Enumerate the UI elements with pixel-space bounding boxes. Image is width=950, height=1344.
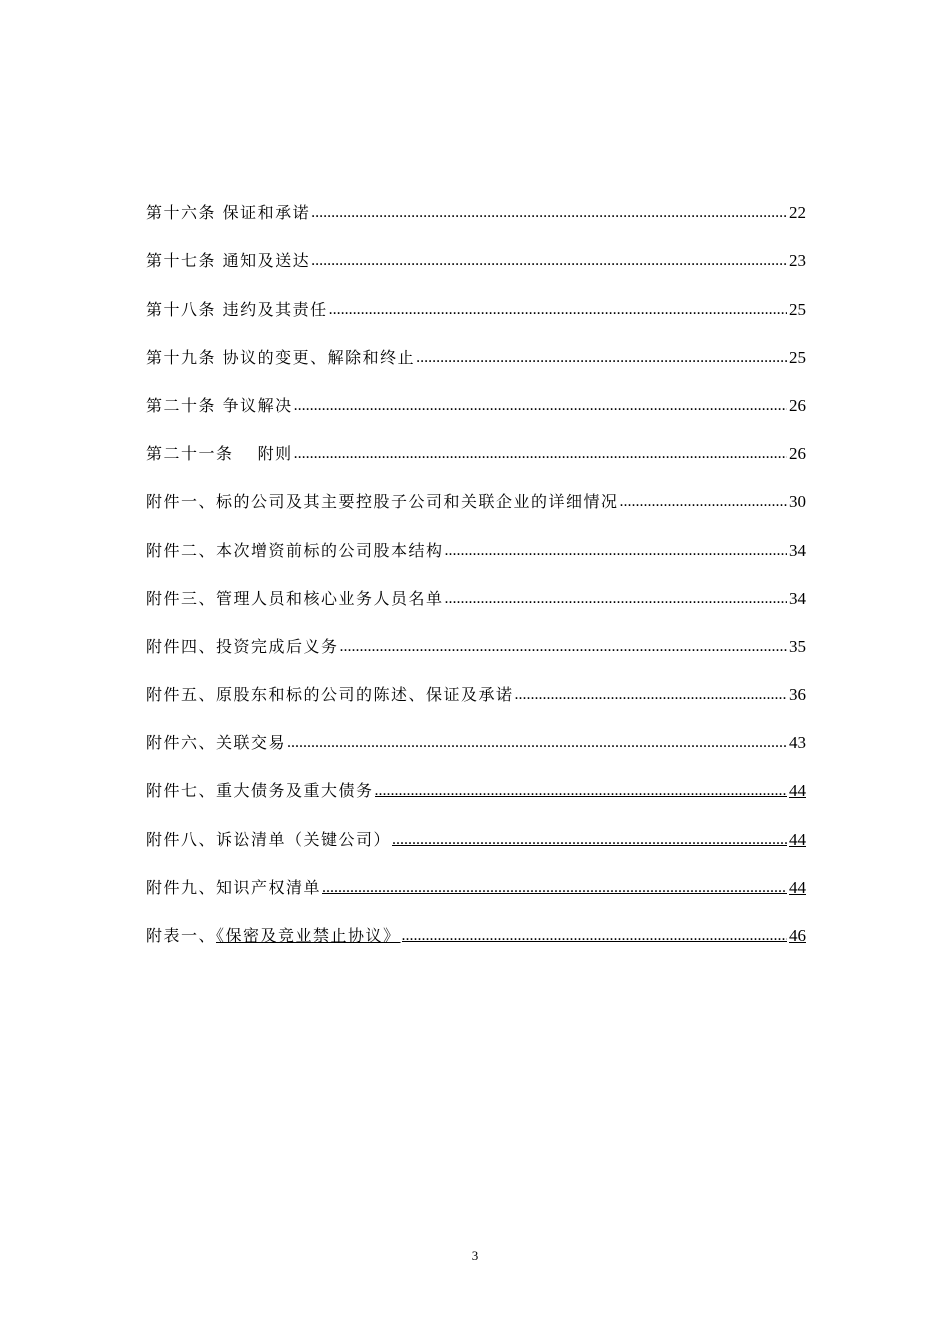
toc-entry-title: 附件五、原股东和标的公司的陈述、保证及承诺 (146, 685, 514, 705)
toc-entry-page: 44 (789, 877, 806, 897)
toc-entry-annex-3[interactable] (146, 582, 806, 630)
toc-leader-dots (515, 685, 787, 705)
toc-entry-annex-9[interactable] (146, 871, 806, 919)
page-number: 3 (471, 1248, 479, 1263)
toc-entry-article-16[interactable] (146, 196, 806, 244)
toc-entry-article-19[interactable] (146, 341, 806, 389)
toc-leader-dots (311, 251, 787, 271)
toc-entry-page: 22 (789, 203, 806, 223)
toc-leader-dots (375, 781, 787, 801)
toc-entry-title: 第十八条 违约及其责任 (146, 299, 328, 319)
toc-leader-dots (311, 203, 787, 223)
toc-entry-page: 30 (789, 492, 806, 512)
toc-entry-title-link: 《保密及竞业禁止协议》 (216, 926, 401, 945)
toc-leader-dots (322, 878, 787, 898)
toc-leader-dots (416, 348, 787, 368)
toc-entry-article-20[interactable] (146, 389, 806, 437)
toc-entry-title: 附件六、关联交易 (146, 733, 287, 753)
toc-entry-title: 第十七条 通知及送达 (146, 251, 311, 271)
toc-entry-article-21[interactable] (146, 437, 806, 485)
toc-entry-title: 附件九、知识产权清单 (146, 877, 322, 897)
toc-entry-page: 34 (789, 540, 806, 560)
toc-entry-annex-5[interactable] (146, 678, 806, 726)
toc-entry-title: 附件七、重大债务及重大债务 (146, 781, 374, 801)
toc-entry-page: 34 (789, 588, 806, 608)
toc-entry-schedule-1[interactable] (146, 919, 806, 967)
toc-entry-annex-7[interactable] (146, 774, 806, 822)
toc-entry-page: 26 (789, 444, 806, 464)
toc-entry-annex-4[interactable] (146, 630, 806, 678)
toc-entry-annex-6[interactable] (146, 726, 806, 774)
toc-entry-page: 25 (789, 347, 806, 367)
toc-entry-title: 附件三、管理人员和核心业务人员名单 (146, 588, 444, 608)
toc-leader-dots (402, 926, 787, 946)
toc-entry-page: 44 (789, 829, 806, 849)
toc-entry-annex-1[interactable] (146, 485, 806, 533)
toc-leader-dots (392, 830, 787, 850)
toc-entry-annex-8[interactable] (146, 822, 806, 870)
toc-entry-page: 36 (789, 685, 806, 705)
toc-entry-title: 第十九条 协议的变更、解除和终止 (146, 347, 416, 367)
toc-entry-title (146, 926, 401, 946)
table-of-contents (146, 196, 806, 967)
toc-entry-title: 附件四、投资完成后义务 (146, 636, 339, 656)
toc-entry-page: 43 (789, 733, 806, 753)
toc-entry-page: 23 (789, 251, 806, 271)
toc-entry-page: 46 (789, 926, 806, 945)
toc-leader-dots (445, 589, 787, 609)
toc-entry-title: 第二十一条 附则 (146, 444, 293, 464)
toc-leader-dots (620, 492, 787, 512)
toc-entry-page: 35 (789, 636, 806, 656)
toc-leader-dots (329, 300, 787, 320)
toc-entry-title: 第二十条 争议解决 (146, 395, 293, 415)
toc-leader-dots (294, 444, 787, 464)
toc-entry-title: 附件一、标的公司及其主要控股子公司和关联企业的详细情况 (146, 492, 619, 512)
toc-leader-dots (287, 733, 787, 753)
toc-entry-article-17[interactable] (146, 244, 806, 292)
toc-entry-title: 附件二、本次增资前标的公司股本结构 (146, 540, 444, 560)
toc-entry-title: 附件八、诉讼清单（关键公司） (146, 829, 392, 849)
toc-entry-annex-2[interactable] (146, 533, 806, 581)
toc-entry-title-prefix: 附表一、 (146, 926, 217, 945)
toc-entry-page: 26 (789, 395, 806, 415)
toc-entry-article-18[interactable] (146, 292, 806, 340)
toc-entry-page: 25 (789, 299, 806, 319)
toc-entry-page: 44 (789, 781, 806, 801)
toc-leader-dots (294, 396, 787, 416)
toc-entry-title: 第十六条 保证和承诺 (146, 203, 311, 223)
toc-leader-dots (445, 541, 787, 561)
toc-leader-dots (340, 637, 787, 657)
